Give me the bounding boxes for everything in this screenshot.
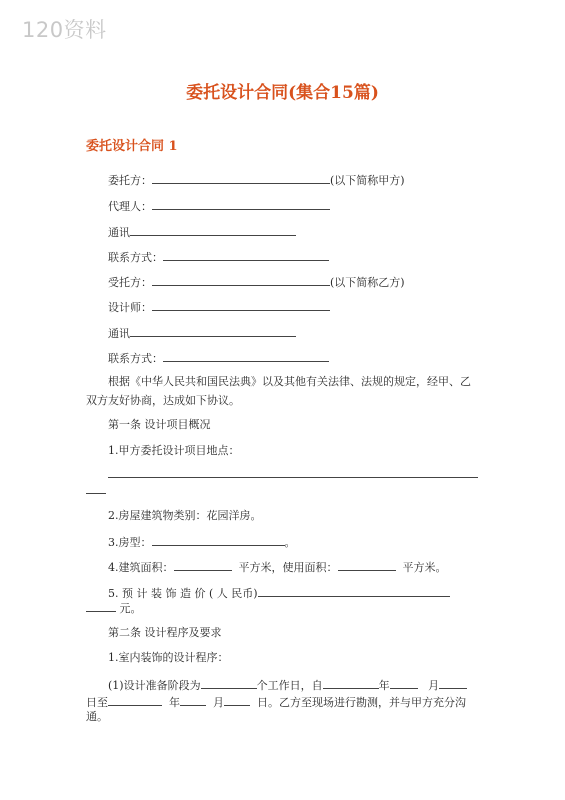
article2-item1: 1.室内装饰的设计程序： bbox=[108, 651, 229, 664]
designer-blank bbox=[152, 299, 330, 311]
article2-para1-line1 bbox=[108, 677, 467, 693]
cost-unit: 元。 bbox=[119, 602, 142, 615]
contractor-label: 受托方： bbox=[108, 276, 152, 289]
location-blank-line bbox=[108, 477, 478, 478]
contractor-note: (以下简称乙方) bbox=[330, 276, 405, 289]
room-type-blank bbox=[152, 534, 285, 546]
room-type-label: 3.房型： bbox=[108, 536, 152, 549]
room-type-end: 。 bbox=[284, 536, 296, 549]
prep-from-year-blank bbox=[323, 677, 379, 689]
comm2-line bbox=[108, 325, 296, 341]
contact2-line bbox=[108, 350, 329, 366]
contractor-line bbox=[108, 274, 405, 290]
article1-item4 bbox=[108, 559, 447, 575]
prep-to-month-blank bbox=[180, 694, 206, 706]
document-title: 委托设计合同(集合15篇) bbox=[186, 83, 379, 103]
building-area-blank bbox=[174, 559, 232, 571]
usable-area-unit: 平方米。 bbox=[402, 561, 447, 574]
cost-blank bbox=[258, 585, 450, 597]
designer-line bbox=[108, 299, 330, 315]
contact1-blank bbox=[163, 249, 329, 261]
article1-item5 bbox=[108, 585, 450, 601]
agent-label: 代理人： bbox=[108, 200, 152, 213]
contact1-line bbox=[108, 249, 329, 265]
prep-from-year-label: 年 bbox=[378, 679, 390, 692]
client-line bbox=[108, 172, 405, 188]
contractor-blank bbox=[152, 274, 330, 286]
prep-to-month-label: 月 bbox=[213, 696, 224, 709]
section-title: 委托设计合同 1 bbox=[86, 139, 178, 154]
prep-to-year-label: 年 bbox=[169, 696, 180, 709]
article1-item2: 2.房屋建筑物类别：花园洋房。 bbox=[108, 509, 262, 522]
client-label: 委托方： bbox=[108, 174, 152, 187]
prep-from-month-label: 月 bbox=[428, 679, 440, 692]
prep-to-label: 日至 bbox=[86, 696, 108, 709]
prep-to-tail: 日。乙方至现场进行勘测，并与甲方充分沟 bbox=[257, 696, 466, 709]
prep-from-day-blank bbox=[439, 677, 467, 689]
article2-para1-line2 bbox=[86, 694, 466, 710]
article1-item5-cont bbox=[86, 600, 142, 616]
contact1-label: 联系方式： bbox=[108, 251, 163, 264]
comm2-label: 通讯 bbox=[108, 327, 130, 340]
watermark: 120资料 bbox=[22, 18, 107, 42]
agent-line bbox=[108, 198, 330, 214]
designer-label: 设计师： bbox=[108, 301, 152, 314]
cost-label: 5. 预 计 装 饰 造 价 ( 人 民币) bbox=[108, 587, 258, 600]
article2-para1-line3: 通。 bbox=[86, 710, 108, 723]
prep-from-month-blank bbox=[390, 677, 418, 689]
agent-blank bbox=[152, 198, 330, 210]
contact2-label: 联系方式： bbox=[108, 352, 163, 365]
client-note: (以下简称甲方) bbox=[330, 174, 405, 187]
comm1-line bbox=[108, 224, 296, 240]
prep-from-label: 个工作日，自 bbox=[256, 679, 323, 692]
usable-area-blank bbox=[338, 559, 396, 571]
prep-to-year-blank bbox=[108, 694, 162, 706]
contact2-blank bbox=[163, 350, 329, 362]
location-blank-line-cont bbox=[86, 493, 106, 494]
article1-heading: 第一条 设计项目概况 bbox=[108, 418, 211, 431]
comm1-blank bbox=[130, 224, 296, 236]
article2-heading: 第二条 设计程序及要求 bbox=[108, 626, 222, 639]
prep-days-blank bbox=[201, 677, 257, 689]
usable-area-label: 平方米，使用面积： bbox=[238, 561, 338, 574]
intro-paragraph: 根据《中华人民共和国民法典》以及其他有关法律、法规的规定，经甲、乙双方友好协商，达成如下协议。 bbox=[86, 375, 471, 407]
comm2-blank bbox=[130, 325, 296, 337]
cost-blank-cont bbox=[86, 600, 116, 612]
comm1-label: 通讯 bbox=[108, 226, 130, 239]
prep-to-day-blank bbox=[224, 694, 250, 706]
article1-item3 bbox=[108, 534, 296, 550]
prep-stage-label: (1)设计准备阶段为 bbox=[108, 679, 201, 692]
article1-item1: 1.甲方委托设计项目地点： bbox=[108, 444, 240, 457]
client-blank bbox=[152, 172, 330, 184]
building-area-label: 4.建筑面积： bbox=[108, 561, 174, 574]
